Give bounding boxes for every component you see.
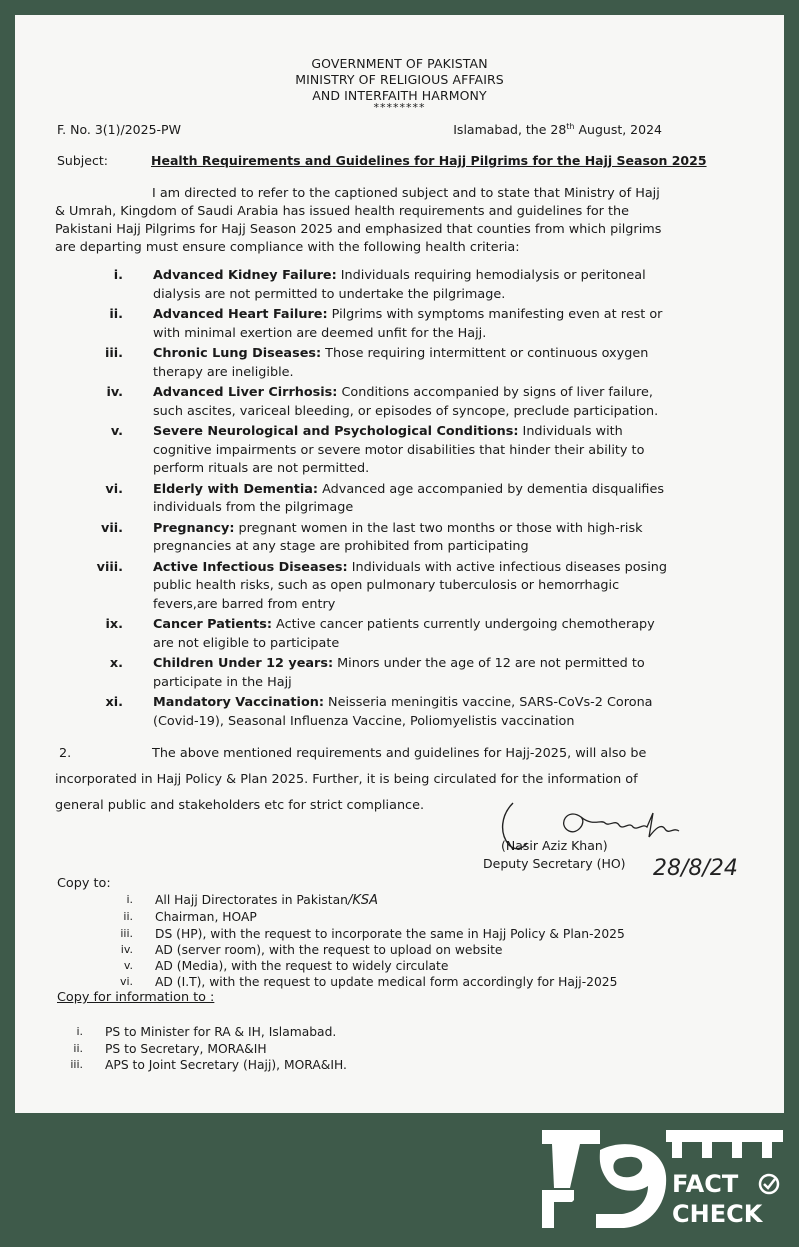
criteria-item bbox=[105, 384, 675, 421]
copy-info-text: PS to Minister for RA & IH, Islamabad. bbox=[105, 1025, 337, 1039]
copy-to-number: i. bbox=[126, 893, 133, 906]
copy-info-text: PS to Secretary, MORA&IH bbox=[105, 1041, 267, 1056]
copy-to-list bbox=[55, 892, 625, 991]
copy-to-number: iii. bbox=[120, 926, 133, 940]
criteria-item bbox=[105, 306, 675, 343]
criteria-title: Advanced Liver Cirrhosis: bbox=[153, 385, 338, 400]
criteria-text: Advanced age accompanied by dementia disqualifies individuals from the pilgrimage bbox=[153, 481, 665, 515]
criteria-text: Active cancer patients currently undergoing chemotherapy are not eligible to participate bbox=[153, 617, 655, 651]
criteria-text: Individuals requiring hemodialysis or peritoneal dialysis are not permitted to undertake the pilgrimage. bbox=[153, 268, 646, 302]
criteria-title: Cancer Patients: bbox=[153, 617, 272, 632]
criteria-title: Active Infectious Diseases: bbox=[153, 559, 348, 575]
copy-to-text: All Hajj Directorates in Pakistan bbox=[155, 893, 348, 907]
header-stars: ******** bbox=[373, 101, 426, 114]
criteria-title: Severe Neurological and Psychological Conditions: bbox=[153, 424, 519, 439]
handwritten-note: /KSA bbox=[347, 893, 378, 908]
copy-info-number: iii. bbox=[70, 1058, 83, 1071]
check-circle-icon bbox=[760, 1175, 778, 1193]
copy-to-text: Chairman, HOAP bbox=[155, 910, 257, 925]
copy-info-item bbox=[55, 1024, 347, 1041]
copy-info-number: ii. bbox=[73, 1041, 83, 1055]
copy-to-item bbox=[55, 974, 625, 990]
criteria-number: xi. bbox=[105, 695, 123, 710]
copy-info-number: i. bbox=[76, 1025, 83, 1038]
copy-to-item bbox=[55, 892, 625, 909]
criteria-text: Minors under the age of 12 are not permitted to participate in the Hajj bbox=[153, 656, 645, 690]
letter-date: Islamabad, the 28th August, 2024 bbox=[453, 122, 662, 138]
header-ministry: MINISTRY OF RELIGIOUS AFFAIRS bbox=[295, 72, 504, 87]
criteria-number: iv. bbox=[106, 385, 123, 400]
criteria-number: ix. bbox=[105, 617, 123, 632]
criteria-number: viii. bbox=[96, 559, 123, 575]
criteria-text: Individuals with cognitive impairments or severe motor disabilities that hinder their ability to perform rituals are not permitted. bbox=[153, 424, 645, 476]
copy-to-item bbox=[55, 958, 625, 974]
criteria-item bbox=[105, 655, 675, 692]
copy-to-label: Copy to: bbox=[57, 876, 111, 891]
criteria-title: Advanced Heart Failure: bbox=[153, 307, 328, 322]
copy-to-number: iv. bbox=[120, 942, 133, 956]
copy-info-text: APS to Joint Secretary (Hajj), MORA&IH. bbox=[105, 1058, 347, 1072]
subject-label: Subject: bbox=[57, 153, 108, 168]
intro-paragraph: I am directed to refer to the captioned subject and to state that Ministry of Hajj & Umrah, Kingdom of Saudi Arabia has issued health requirements and guidelines for the Pakistani Hajj Pilgrims for Hajj Season 2025 and emphasized that counties from which pilgrims are departing must ensure compliance with the following health criteria: bbox=[55, 186, 662, 255]
criteria-title: Children Under 12 years: bbox=[153, 656, 334, 671]
criteria-title: Advanced Kidney Failure: bbox=[153, 268, 337, 283]
copy-info-item bbox=[55, 1041, 347, 1058]
criteria-item bbox=[101, 520, 675, 557]
criteria-title: Mandatory Vaccination: bbox=[153, 695, 324, 710]
copy-to-item bbox=[55, 909, 625, 925]
copy-to-text: DS (HP), with the request to incorporate the same in Hajj Policy & Plan-2025 bbox=[155, 926, 625, 941]
criteria-number: v. bbox=[110, 424, 123, 439]
criteria-number: x. bbox=[109, 656, 123, 671]
copy-to-item bbox=[55, 926, 625, 942]
criteria-number: vii. bbox=[101, 520, 123, 536]
criteria-number: ii. bbox=[109, 307, 123, 322]
criteria-number: i. bbox=[113, 268, 123, 283]
criteria-title: Elderly with Dementia: bbox=[153, 481, 319, 497]
copy-info-item bbox=[55, 1057, 347, 1074]
criteria-title: Chronic Lung Diseases: bbox=[153, 346, 322, 361]
criteria-item bbox=[105, 267, 675, 304]
header-government: GOVERNMENT OF PAKISTAN bbox=[311, 56, 488, 71]
copy-to-text: AD (server room), with the request to upload on website bbox=[155, 942, 503, 957]
handwritten-date: 28/8/24 bbox=[653, 856, 738, 881]
subject-text: Health Requirements and Guidelines for Hajj Pilgrims for the Hajj Season 2025 bbox=[151, 153, 707, 168]
criteria-text: Individuals with active infectious diseases posing public health risks, such as open pulmonary tuberculosis or hemorrhagic fevers,are barred from entry bbox=[153, 559, 668, 612]
criteria-text: pregnant women in the last two months or those with high-risk pregnancies at any stage are prohibited from participating bbox=[153, 520, 643, 554]
criteria-text: Those requiring intermittent or continuous oxygen therapy are ineligible. bbox=[153, 346, 649, 380]
paragraph-2-text: The above mentioned requirements and guidelines for Hajj-2025, will also be incorporated in Hajj Policy & Plan 2025. Further, it is being circulated for the information of general public and stakeholders etc for strict compliance. bbox=[55, 746, 647, 813]
fact-check-logo bbox=[540, 1128, 785, 1233]
criteria-item bbox=[105, 481, 675, 518]
criteria-item bbox=[105, 694, 675, 731]
checkmark-icon bbox=[764, 1179, 775, 1188]
copy-to-item bbox=[55, 942, 625, 958]
paragraph-number: 2. bbox=[59, 746, 72, 761]
copy-to-number: ii. bbox=[123, 910, 133, 924]
criteria-item bbox=[96, 559, 675, 615]
copy-for-information-list bbox=[55, 1024, 347, 1074]
logo-fact-text: FACT bbox=[672, 1170, 739, 1198]
criteria-title: Pregnancy: bbox=[153, 520, 235, 536]
criteria-text: Pilgrims with symptoms manifesting even at rest or with minimal exertion are deemed unfit for the Hajj. bbox=[153, 307, 663, 341]
copy-for-information-label: Copy for information to : bbox=[57, 990, 215, 1005]
signatory-title: Deputy Secretary (HO) bbox=[483, 856, 626, 871]
header-interfaith: AND INTERFAITH HARMONY bbox=[312, 88, 487, 103]
criteria-text: Neisseria meningitis vaccine, SARS-CoVs-2 Corona (Covid-19), Seasonal Influenza Vaccine, Poliomyelistis vaccination bbox=[153, 695, 653, 729]
letter-page bbox=[15, 15, 784, 1113]
criteria-text: Conditions accompanied by signs of liver failure, such ascites, variceal bleeding, or episodes of syncope, preclude participation. bbox=[153, 385, 659, 419]
criteria-item bbox=[105, 423, 675, 479]
copy-to-number: vi. bbox=[119, 975, 133, 989]
file-reference: F. No. 3(1)/2025-PW bbox=[57, 122, 181, 137]
criteria-item bbox=[105, 345, 675, 382]
criteria-item bbox=[105, 616, 675, 653]
copy-to-text: AD (Media), with the request to widely circulate bbox=[155, 959, 449, 974]
health-criteria-list bbox=[96, 267, 675, 733]
logo-check-text: CHECK bbox=[672, 1200, 763, 1228]
copy-to-number: v. bbox=[123, 959, 133, 973]
criteria-number: iii. bbox=[104, 346, 123, 361]
criteria-number: vi. bbox=[105, 481, 123, 497]
copy-to-text: AD (I.T), with the request to update medical form accordingly for Hajj-2025 bbox=[155, 975, 618, 990]
signatory-name: (Nasir Aziz Khan) bbox=[501, 838, 608, 853]
